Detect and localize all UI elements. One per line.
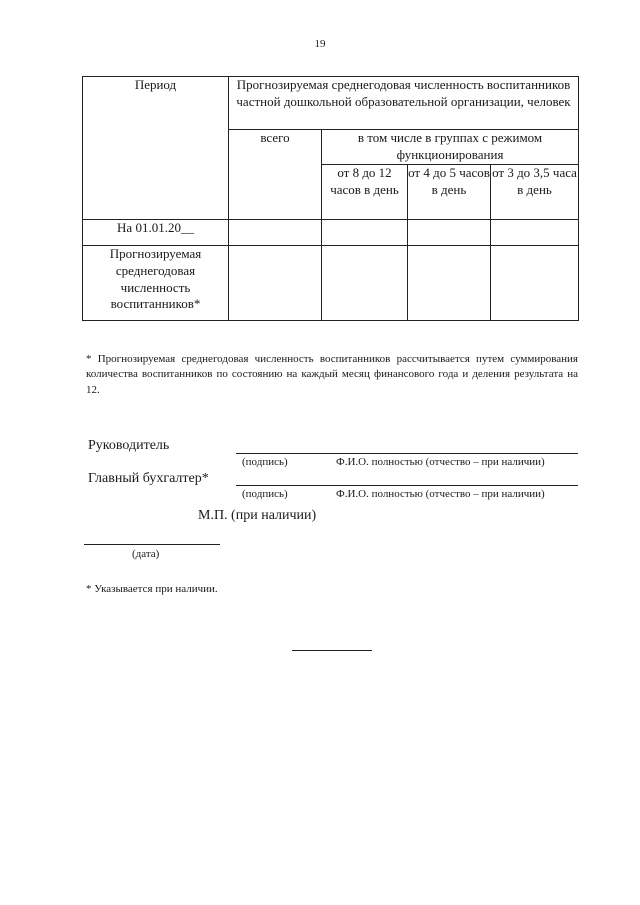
- table-cell: [229, 219, 322, 245]
- total-header: всего: [229, 130, 322, 220]
- table-cell: [408, 219, 491, 245]
- table-cell: [408, 245, 491, 320]
- forecast-table: [82, 76, 579, 321]
- row-label-date: На 01.01.20__: [83, 219, 229, 245]
- table-cell: [491, 219, 579, 245]
- date-caption: (дата): [132, 548, 160, 560]
- mode-8-12-header: от 8 до 12 часов в день: [322, 164, 408, 219]
- head-signature-line: [236, 453, 578, 454]
- table-cell: [491, 245, 579, 320]
- date-line: [84, 544, 220, 545]
- end-rule: [292, 650, 372, 651]
- groups-header: в том числе в группах с режимом функционирования: [322, 130, 579, 165]
- table-cell: [322, 219, 408, 245]
- bottom-footnote: * Указывается при наличии.: [86, 583, 218, 595]
- accountant-name-caption: Ф.И.О. полностью (отчество – при наличии): [336, 488, 545, 500]
- table-cell: [229, 245, 322, 320]
- accountant-signature-caption: (подпись): [242, 488, 288, 500]
- table-cell: [322, 245, 408, 320]
- page-number: 19: [314, 38, 326, 50]
- head-name-caption: Ф.И.О. полностью (отчество – при наличии): [336, 456, 545, 468]
- forecast-header: Прогнозируемая среднегодовая численность воспитанников частной дошкольной образовательной организации, человек: [229, 77, 579, 130]
- head-label: Руководитель: [88, 438, 170, 453]
- table-row: [83, 219, 579, 245]
- mode-4-5-header: от 4 до 5 часов в день: [408, 164, 491, 219]
- accountant-label: Главный бухгалтер*: [88, 471, 209, 486]
- accountant-signature-line: [236, 485, 578, 486]
- row-label-forecast: Прогнозируемая среднегодовая численность воспитанников*: [83, 245, 229, 320]
- table-footnote: * Прогнозируемая среднегодовая численность воспитанников рассчитывается путем суммирования количества воспитанников по состоянию на каждый месяц финансового года и деления результата на 12.: [86, 353, 578, 396]
- period-header: Период: [83, 77, 229, 220]
- head-signature-caption: (подпись): [242, 456, 288, 468]
- mode-3-3-5-header: от 3 до 3,5 часа в день: [491, 164, 579, 219]
- stamp-placeholder: М.П. (при наличии): [198, 508, 317, 523]
- table-row: [83, 245, 579, 320]
